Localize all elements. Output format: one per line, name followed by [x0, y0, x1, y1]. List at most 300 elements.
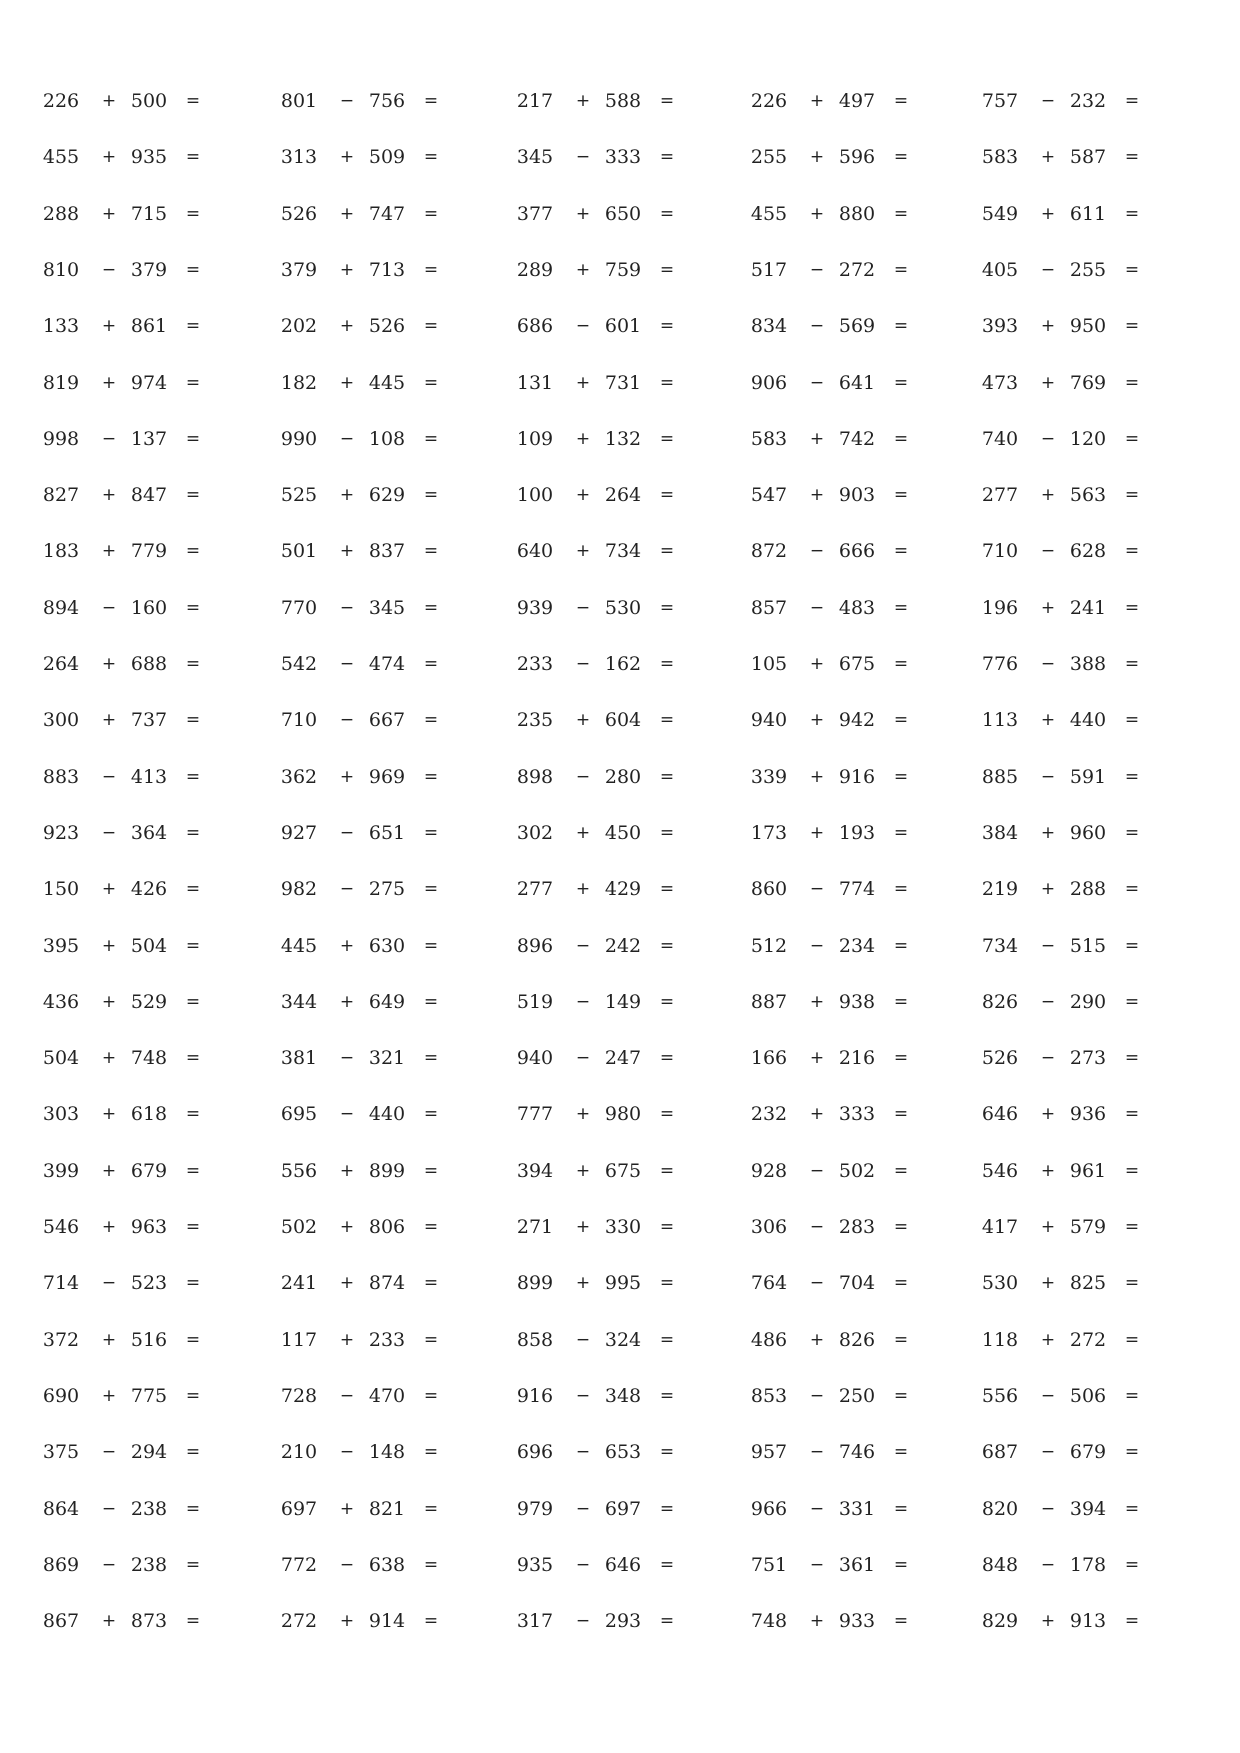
first-operand: 940 — [516, 1047, 554, 1070]
operator: + — [101, 654, 117, 674]
first-operand: 751 — [750, 1553, 788, 1576]
second-operand: 704 — [838, 1272, 876, 1295]
operator: + — [1040, 203, 1056, 224]
equals-sign: = — [185, 710, 201, 731]
problem-row — [0, 1268, 1240, 1298]
operator: − — [1040, 91, 1056, 111]
operator: − — [1040, 1498, 1056, 1519]
second-operand: 651 — [368, 821, 406, 844]
equals-sign: = — [659, 1160, 675, 1181]
operator: + — [101, 1048, 117, 1069]
first-operand: 757 — [981, 90, 1019, 112]
equals-sign: = — [423, 1217, 439, 1237]
second-operand: 688 — [130, 653, 168, 675]
second-operand: 483 — [838, 596, 876, 619]
equals-sign: = — [893, 1611, 909, 1632]
equals-sign: = — [659, 654, 675, 674]
second-operand: 333 — [604, 146, 642, 169]
operator: − — [339, 1442, 355, 1463]
operator: − — [1040, 935, 1056, 956]
first-operand: 990 — [280, 427, 318, 450]
first-operand: 303 — [42, 1103, 80, 1126]
first-operand: 272 — [280, 1610, 318, 1633]
operator: − — [809, 935, 825, 956]
second-operand: 591 — [1069, 765, 1107, 788]
equals-sign: = — [1124, 1498, 1140, 1519]
first-operand: 916 — [516, 1384, 554, 1407]
second-operand: 515 — [1069, 934, 1107, 957]
second-operand: 969 — [368, 765, 406, 788]
operator: + — [575, 428, 591, 449]
second-operand: 290 — [1069, 990, 1107, 1013]
first-operand: 277 — [981, 484, 1019, 507]
operator: + — [101, 1160, 117, 1181]
equals-sign: = — [423, 428, 439, 449]
second-operand: 675 — [838, 653, 876, 675]
second-operand: 506 — [1069, 1384, 1107, 1407]
second-operand: 502 — [838, 1159, 876, 1182]
first-operand: 772 — [280, 1553, 318, 1576]
second-operand: 526 — [368, 315, 406, 338]
operator: + — [1040, 316, 1056, 337]
equals-sign: = — [1124, 259, 1140, 280]
second-operand: 667 — [368, 709, 406, 732]
first-operand: 690 — [42, 1384, 80, 1407]
equals-sign: = — [423, 991, 439, 1012]
equals-sign: = — [185, 766, 201, 787]
second-operand: 523 — [130, 1272, 168, 1295]
equals-sign: = — [185, 1329, 201, 1350]
operator: − — [1040, 428, 1056, 449]
operator: − — [809, 541, 825, 562]
problem-row — [0, 649, 1240, 679]
second-operand: 516 — [130, 1328, 168, 1351]
first-operand: 526 — [280, 202, 318, 225]
operator: + — [339, 485, 355, 506]
first-operand: 887 — [750, 990, 788, 1013]
second-operand: 874 — [368, 1272, 406, 1295]
equals-sign: = — [185, 428, 201, 449]
first-operand: 288 — [42, 202, 80, 225]
problem-row — [0, 142, 1240, 172]
second-operand: 234 — [838, 934, 876, 957]
operator: + — [575, 1217, 591, 1237]
equals-sign: = — [185, 1273, 201, 1294]
first-operand: 906 — [750, 371, 788, 394]
second-operand: 255 — [1069, 258, 1107, 281]
problem-row — [0, 818, 1240, 848]
equals-sign: = — [423, 766, 439, 787]
equals-sign: = — [659, 372, 675, 393]
first-operand: 372 — [42, 1328, 80, 1351]
equals-sign: = — [423, 372, 439, 393]
equals-sign: = — [185, 91, 201, 111]
equals-sign: = — [893, 1160, 909, 1181]
operator: + — [1040, 1104, 1056, 1125]
equals-sign: = — [185, 1160, 201, 1181]
first-operand: 872 — [750, 540, 788, 563]
second-operand: 950 — [1069, 315, 1107, 338]
operator: − — [339, 1385, 355, 1406]
operator: + — [809, 1611, 825, 1632]
second-operand: 321 — [368, 1047, 406, 1070]
first-operand: 998 — [42, 427, 80, 450]
second-operand: 847 — [130, 484, 168, 507]
second-operand: 873 — [130, 1610, 168, 1633]
operator: + — [809, 991, 825, 1012]
equals-sign: = — [1124, 766, 1140, 787]
first-operand: 517 — [750, 258, 788, 281]
first-operand: 394 — [516, 1159, 554, 1182]
operator: − — [575, 597, 591, 618]
operator: + — [339, 1329, 355, 1350]
second-operand: 731 — [604, 371, 642, 394]
second-operand: 426 — [130, 878, 168, 901]
equals-sign: = — [659, 822, 675, 843]
second-operand: 679 — [1069, 1441, 1107, 1464]
problem-row — [0, 1437, 1240, 1467]
equals-sign: = — [423, 1442, 439, 1463]
operator: + — [1040, 485, 1056, 506]
operator: + — [809, 203, 825, 224]
first-operand: 512 — [750, 934, 788, 957]
operator: − — [101, 428, 117, 449]
equals-sign: = — [423, 1329, 439, 1350]
operator: − — [1040, 1554, 1056, 1575]
second-operand: 630 — [368, 934, 406, 957]
first-operand: 826 — [981, 990, 1019, 1013]
second-operand: 933 — [838, 1610, 876, 1633]
second-operand: 601 — [604, 315, 642, 338]
second-operand: 903 — [838, 484, 876, 507]
equals-sign: = — [1124, 879, 1140, 900]
first-operand: 935 — [516, 1553, 554, 1576]
second-operand: 646 — [604, 1553, 642, 1576]
equals-sign: = — [185, 203, 201, 224]
first-operand: 241 — [280, 1272, 318, 1295]
operator: − — [809, 316, 825, 337]
first-operand: 344 — [280, 990, 318, 1013]
operator: + — [101, 991, 117, 1012]
equals-sign: = — [1124, 147, 1140, 168]
second-operand: 779 — [130, 540, 168, 563]
operator: − — [339, 597, 355, 618]
first-operand: 339 — [750, 765, 788, 788]
equals-sign: = — [185, 1385, 201, 1406]
second-operand: 821 — [368, 1497, 406, 1520]
equals-sign: = — [423, 485, 439, 506]
first-operand: 867 — [42, 1610, 80, 1633]
second-operand: 974 — [130, 371, 168, 394]
operator: − — [101, 1273, 117, 1294]
second-operand: 330 — [604, 1216, 642, 1238]
first-operand: 728 — [280, 1384, 318, 1407]
first-operand: 869 — [42, 1553, 80, 1576]
operator: − — [101, 822, 117, 843]
operator: − — [809, 597, 825, 618]
operator: + — [339, 935, 355, 956]
equals-sign: = — [1124, 597, 1140, 618]
operator: + — [575, 485, 591, 506]
equals-sign: = — [893, 372, 909, 393]
first-operand: 883 — [42, 765, 80, 788]
second-operand: 938 — [838, 990, 876, 1013]
first-operand: 417 — [981, 1216, 1019, 1238]
operator: + — [809, 1048, 825, 1069]
operator: − — [809, 879, 825, 900]
equals-sign: = — [185, 541, 201, 562]
equals-sign: = — [1124, 710, 1140, 731]
equals-sign: = — [893, 1329, 909, 1350]
operator: + — [101, 541, 117, 562]
equals-sign: = — [185, 1554, 201, 1575]
second-operand: 746 — [838, 1441, 876, 1464]
equals-sign: = — [423, 1498, 439, 1519]
operator: + — [101, 879, 117, 900]
problem-row — [0, 1099, 1240, 1129]
equals-sign: = — [423, 710, 439, 731]
second-operand: 837 — [368, 540, 406, 563]
first-operand: 235 — [516, 709, 554, 732]
first-operand: 546 — [42, 1216, 80, 1238]
operator: + — [101, 316, 117, 337]
second-operand: 747 — [368, 202, 406, 225]
first-operand: 734 — [981, 934, 1019, 957]
first-operand: 519 — [516, 990, 554, 1013]
first-operand: 853 — [750, 1384, 788, 1407]
operator: − — [101, 1442, 117, 1463]
problem-row — [0, 762, 1240, 792]
second-operand: 825 — [1069, 1272, 1107, 1295]
first-operand: 455 — [750, 202, 788, 225]
operator: − — [339, 1554, 355, 1575]
first-operand: 896 — [516, 934, 554, 957]
first-operand: 271 — [516, 1216, 554, 1238]
operator: − — [575, 1498, 591, 1519]
equals-sign: = — [1124, 485, 1140, 506]
operator: + — [809, 654, 825, 674]
second-operand: 587 — [1069, 146, 1107, 169]
equals-sign: = — [659, 203, 675, 224]
equals-sign: = — [185, 991, 201, 1012]
equals-sign: = — [893, 1273, 909, 1294]
equals-sign: = — [659, 485, 675, 506]
first-operand: 556 — [280, 1159, 318, 1182]
equals-sign: = — [659, 1498, 675, 1519]
first-operand: 226 — [750, 90, 788, 112]
operator: + — [809, 1329, 825, 1350]
equals-sign: = — [423, 935, 439, 956]
equals-sign: = — [659, 1329, 675, 1350]
first-operand: 687 — [981, 1441, 1019, 1464]
operator: − — [339, 654, 355, 674]
equals-sign: = — [1124, 1442, 1140, 1463]
first-operand: 150 — [42, 878, 80, 901]
second-operand: 241 — [1069, 596, 1107, 619]
equals-sign: = — [423, 1611, 439, 1632]
second-operand: 775 — [130, 1384, 168, 1407]
operator: + — [101, 1104, 117, 1125]
first-operand: 829 — [981, 1610, 1019, 1633]
equals-sign: = — [893, 1554, 909, 1575]
first-operand: 196 — [981, 596, 1019, 619]
equals-sign: = — [423, 541, 439, 562]
second-operand: 880 — [838, 202, 876, 225]
equals-sign: = — [659, 1385, 675, 1406]
first-operand: 547 — [750, 484, 788, 507]
operator: − — [575, 1329, 591, 1350]
first-operand: 264 — [42, 653, 80, 675]
first-operand: 202 — [280, 315, 318, 338]
equals-sign: = — [185, 1104, 201, 1125]
operator: − — [575, 1554, 591, 1575]
second-operand: 108 — [368, 427, 406, 450]
first-operand: 982 — [280, 878, 318, 901]
operator: − — [101, 1498, 117, 1519]
second-operand: 742 — [838, 427, 876, 450]
first-operand: 375 — [42, 1441, 80, 1464]
operator: + — [1040, 597, 1056, 618]
second-operand: 247 — [604, 1047, 642, 1070]
operator: − — [339, 428, 355, 449]
equals-sign: = — [659, 710, 675, 731]
equals-sign: = — [1124, 1160, 1140, 1181]
equals-sign: = — [423, 822, 439, 843]
equals-sign: = — [1124, 1611, 1140, 1632]
operator: − — [101, 597, 117, 618]
operator: − — [339, 879, 355, 900]
equals-sign: = — [1124, 1385, 1140, 1406]
equals-sign: = — [423, 1385, 439, 1406]
first-operand: 939 — [516, 596, 554, 619]
second-operand: 774 — [838, 878, 876, 901]
operator: − — [809, 1554, 825, 1575]
problem-row — [0, 1156, 1240, 1186]
operator: + — [575, 259, 591, 280]
equals-sign: = — [893, 710, 909, 731]
first-operand: 109 — [516, 427, 554, 450]
second-operand: 916 — [838, 765, 876, 788]
first-operand: 583 — [750, 427, 788, 450]
first-operand: 857 — [750, 596, 788, 619]
equals-sign: = — [659, 766, 675, 787]
first-operand: 381 — [280, 1047, 318, 1070]
second-operand: 293 — [604, 1610, 642, 1633]
equals-sign: = — [893, 316, 909, 337]
operator: + — [101, 91, 117, 111]
equals-sign: = — [893, 597, 909, 618]
operator: + — [339, 372, 355, 393]
first-operand: 776 — [981, 653, 1019, 675]
operator: + — [575, 1104, 591, 1125]
equals-sign: = — [185, 259, 201, 280]
equals-sign: = — [1124, 428, 1140, 449]
equals-sign: = — [423, 1554, 439, 1575]
second-operand: 963 — [130, 1216, 168, 1238]
operator: − — [1040, 1442, 1056, 1463]
second-operand: 238 — [130, 1553, 168, 1576]
operator: − — [575, 1385, 591, 1406]
second-operand: 530 — [604, 596, 642, 619]
equals-sign: = — [659, 1217, 675, 1237]
first-operand: 710 — [280, 709, 318, 732]
first-operand: 899 — [516, 1272, 554, 1295]
first-operand: 232 — [750, 1103, 788, 1126]
operator: − — [575, 991, 591, 1012]
operator: − — [809, 1217, 825, 1237]
second-operand: 697 — [604, 1497, 642, 1520]
equals-sign: = — [185, 1217, 201, 1237]
first-operand: 923 — [42, 821, 80, 844]
first-operand: 133 — [42, 315, 80, 338]
problem-row — [0, 1550, 1240, 1580]
first-operand: 233 — [516, 653, 554, 675]
operator: + — [809, 91, 825, 111]
first-operand: 696 — [516, 1441, 554, 1464]
second-operand: 769 — [1069, 371, 1107, 394]
operator: + — [575, 710, 591, 731]
second-operand: 942 — [838, 709, 876, 732]
first-operand: 113 — [981, 709, 1019, 732]
first-operand: 226 — [42, 90, 80, 112]
operator: − — [101, 766, 117, 787]
first-operand: 317 — [516, 1610, 554, 1633]
second-operand: 193 — [838, 821, 876, 844]
operator: + — [1040, 710, 1056, 731]
second-operand: 569 — [838, 315, 876, 338]
second-operand: 638 — [368, 1553, 406, 1576]
operator: − — [575, 1611, 591, 1632]
operator: + — [809, 766, 825, 787]
first-operand: 827 — [42, 484, 80, 507]
operator: − — [1040, 1385, 1056, 1406]
operator: + — [809, 710, 825, 731]
equals-sign: = — [659, 597, 675, 618]
first-operand: 255 — [750, 146, 788, 169]
equals-sign: = — [1124, 1554, 1140, 1575]
operator: + — [1040, 1217, 1056, 1237]
second-operand: 250 — [838, 1384, 876, 1407]
second-operand: 379 — [130, 258, 168, 281]
operator: − — [575, 1048, 591, 1069]
first-operand: 399 — [42, 1159, 80, 1182]
second-operand: 713 — [368, 258, 406, 281]
second-operand: 178 — [1069, 1553, 1107, 1576]
second-operand: 445 — [368, 371, 406, 394]
operator: + — [101, 1217, 117, 1237]
first-operand: 764 — [750, 1272, 788, 1295]
equals-sign: = — [659, 1611, 675, 1632]
first-operand: 940 — [750, 709, 788, 732]
second-operand: 618 — [130, 1103, 168, 1126]
first-operand: 217 — [516, 90, 554, 112]
second-operand: 364 — [130, 821, 168, 844]
equals-sign: = — [659, 1104, 675, 1125]
first-operand: 504 — [42, 1047, 80, 1070]
equals-sign: = — [659, 91, 675, 111]
operator: − — [339, 822, 355, 843]
first-operand: 166 — [750, 1047, 788, 1070]
second-operand: 394 — [1069, 1497, 1107, 1520]
operator: + — [339, 1273, 355, 1294]
equals-sign: = — [659, 1442, 675, 1463]
first-operand: 377 — [516, 202, 554, 225]
first-operand: 898 — [516, 765, 554, 788]
problem-row — [0, 1212, 1240, 1242]
second-operand: 137 — [130, 427, 168, 450]
equals-sign: = — [423, 91, 439, 111]
operator: + — [339, 766, 355, 787]
